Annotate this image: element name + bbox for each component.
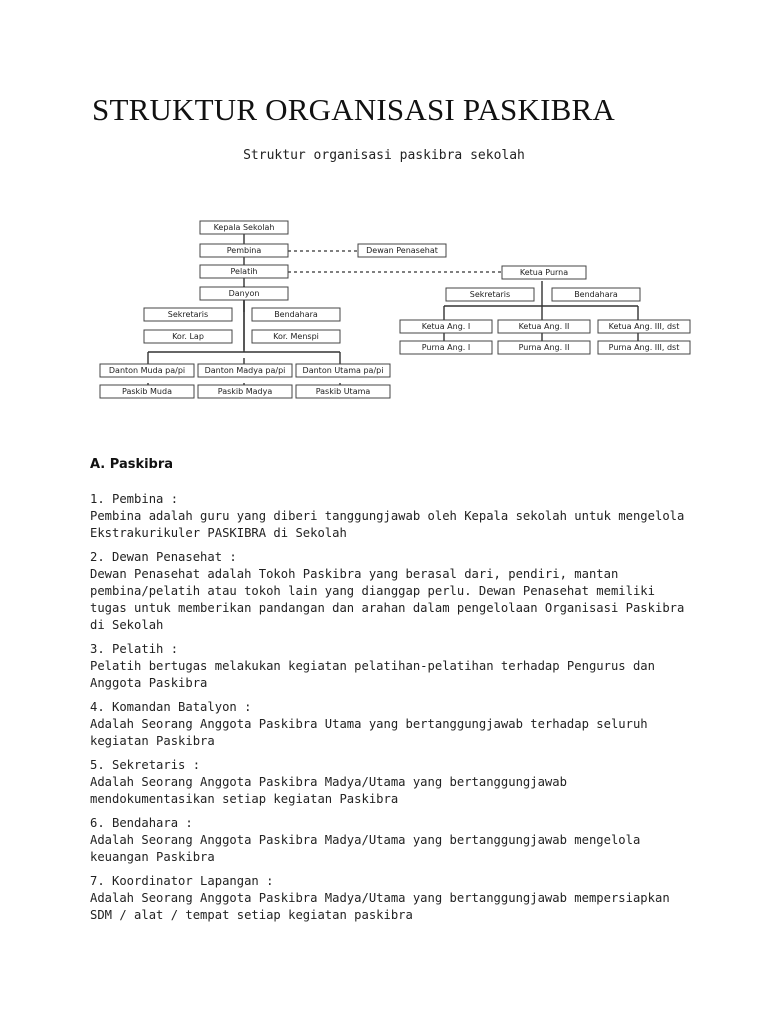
- item-title: 7. Koordinator Lapangan :: [90, 874, 274, 888]
- svg-text:Pembina: Pembina: [226, 246, 262, 255]
- org-box-sekretaris: [144, 308, 232, 321]
- svg-text:Purna Ang. III, dst: Purna Ang. III, dst: [608, 343, 680, 352]
- org-box-bendahara: [252, 308, 340, 321]
- svg-text:Paskib Utama: Paskib Utama: [315, 387, 371, 396]
- svg-text:Bendahara: Bendahara: [574, 290, 618, 299]
- section-item-komandan-batalyon: [90, 699, 690, 750]
- svg-text:Danton Muda pa/pi: Danton Muda pa/pi: [108, 366, 186, 375]
- org-box-kor-menspi: [252, 330, 340, 343]
- org-box-kor-lap: [144, 330, 232, 343]
- svg-text:Kor. Lap: Kor. Lap: [172, 332, 204, 341]
- section-heading: A. Paskibra: [90, 457, 174, 472]
- org-chart: [92, 210, 702, 410]
- org-box-dewan-penasehat: [358, 244, 446, 257]
- svg-text:Paskib Madya: Paskib Madya: [217, 387, 273, 396]
- section-item-sekretaris: [90, 757, 690, 808]
- svg-text:Danton Utama pa/pi: Danton Utama pa/pi: [302, 366, 384, 375]
- item-text: Pembina adalah guru yang diberi tanggungjawab oleh Kepala sekolah untuk mengelola Ekstrakurikuler PASKIBRA di Sekolah: [90, 509, 685, 540]
- svg-text:Kepala Sekolah: Kepala Sekolah: [213, 223, 275, 232]
- svg-text:Bendahara: Bendahara: [274, 310, 318, 319]
- org-box-pembina: [200, 244, 288, 257]
- svg-text:Danton Madya pa/pi: Danton Madya pa/pi: [204, 366, 286, 375]
- svg-text:Ketua Ang. III, dst: Ketua Ang. III, dst: [608, 322, 680, 331]
- document-subtitle: Struktur organisasi paskibra sekolah: [243, 148, 525, 163]
- document-title: STRUKTUR ORGANISASI PASKIBRA: [92, 92, 615, 127]
- item-text: Adalah Seorang Anggota Paskibra Madya/Utama yang bertanggungjawab mengelola keuangan Paskibra: [90, 833, 641, 864]
- org-box-paskib-utama: [296, 385, 390, 398]
- org-box-kepala-sekolah: [200, 221, 288, 234]
- org-box-purna-ang-1: [400, 341, 492, 354]
- section-item-pelatih: [90, 641, 690, 692]
- svg-text:Purna Ang. II: Purna Ang. II: [518, 343, 570, 352]
- svg-text:Purna Ang. I: Purna Ang. I: [421, 343, 471, 352]
- org-box-danton-utama: [296, 364, 390, 377]
- org-box-ketua-purna: [502, 266, 586, 279]
- item-title: 6. Bendahara :: [90, 816, 193, 830]
- org-box-paskib-madya: [198, 385, 292, 398]
- svg-text:Danyon: Danyon: [228, 289, 260, 298]
- item-title: 3. Pelatih :: [90, 642, 179, 656]
- item-title: 5. Sekretaris :: [90, 758, 201, 772]
- svg-text:Paskib Muda: Paskib Muda: [122, 387, 172, 396]
- svg-text:Dewan Penasehat: Dewan Penasehat: [366, 246, 438, 255]
- svg-text:Kor. Menspi: Kor. Menspi: [273, 332, 319, 341]
- item-title: 1. Pembina :: [90, 492, 179, 506]
- item-title: 2. Dewan Penasehat :: [90, 550, 237, 564]
- org-box-purna-bendahara: [552, 288, 640, 301]
- org-box-danton-madya: [198, 364, 292, 377]
- item-text: Adalah Seorang Anggota Paskibra Utama yang bertanggungjawab terhadap seluruh kegiatan Paskibra: [90, 717, 648, 748]
- org-box-paskib-muda: [100, 385, 194, 398]
- org-box-ketua-ang-2: [498, 320, 590, 333]
- item-text: Dewan Penasehat adalah Tokoh Paskibra yang berasal dari, pendiri, mantan pembina/pelatih atau tokoh lain yang dianggap perlu. Dewan Penasehat memiliki tugas untuk memberikan pandangan dan arahan dalam pengelolaan Organisasi Paskibra di Sekolah: [90, 567, 685, 632]
- org-box-purna-ang-3: [598, 341, 690, 354]
- org-box-ketua-ang-3: [598, 320, 690, 333]
- item-text: Adalah Seorang Anggota Paskibra Madya/Utama yang bertanggungjawab mendokumentasikan setiap kegiatan Paskibra: [90, 775, 567, 806]
- org-box-danton-muda: [100, 364, 194, 377]
- org-box-pelatih: [200, 265, 288, 278]
- org-box-ketua-ang-1: [400, 320, 492, 333]
- svg-text:Pelatih: Pelatih: [230, 267, 258, 276]
- section-item-pembina: [90, 491, 690, 542]
- svg-text:Ketua Ang. I: Ketua Ang. I: [421, 322, 471, 331]
- org-box-purna-sekretaris: [446, 288, 534, 301]
- svg-text:Ketua Ang. II: Ketua Ang. II: [518, 322, 570, 331]
- item-text: Adalah Seorang Anggota Paskibra Madya/Utama yang bertanggungjawab mempersiapkan SDM / alat / tempat setiap kegiatan paskibra: [90, 891, 670, 922]
- section-item-bendahara: [90, 815, 690, 866]
- item-text: Pelatih bertugas melakukan kegiatan pelatihan-pelatihan terhadap Pengurus dan Anggota Paskibra: [90, 659, 655, 690]
- section-item-dewan-penasehat: [90, 549, 690, 634]
- org-chart-diagram: [92, 210, 702, 410]
- svg-text:Sekretaris: Sekretaris: [469, 290, 511, 299]
- paskibra-section: [90, 456, 690, 931]
- item-title: 4. Komandan Batalyon :: [90, 700, 252, 714]
- org-box-danyon: [200, 287, 288, 300]
- org-box-purna-ang-2: [498, 341, 590, 354]
- svg-text:Ketua Purna: Ketua Purna: [519, 268, 569, 277]
- section-item-koordinator-lapangan: [90, 873, 690, 924]
- svg-text:Sekretaris: Sekretaris: [167, 310, 209, 319]
